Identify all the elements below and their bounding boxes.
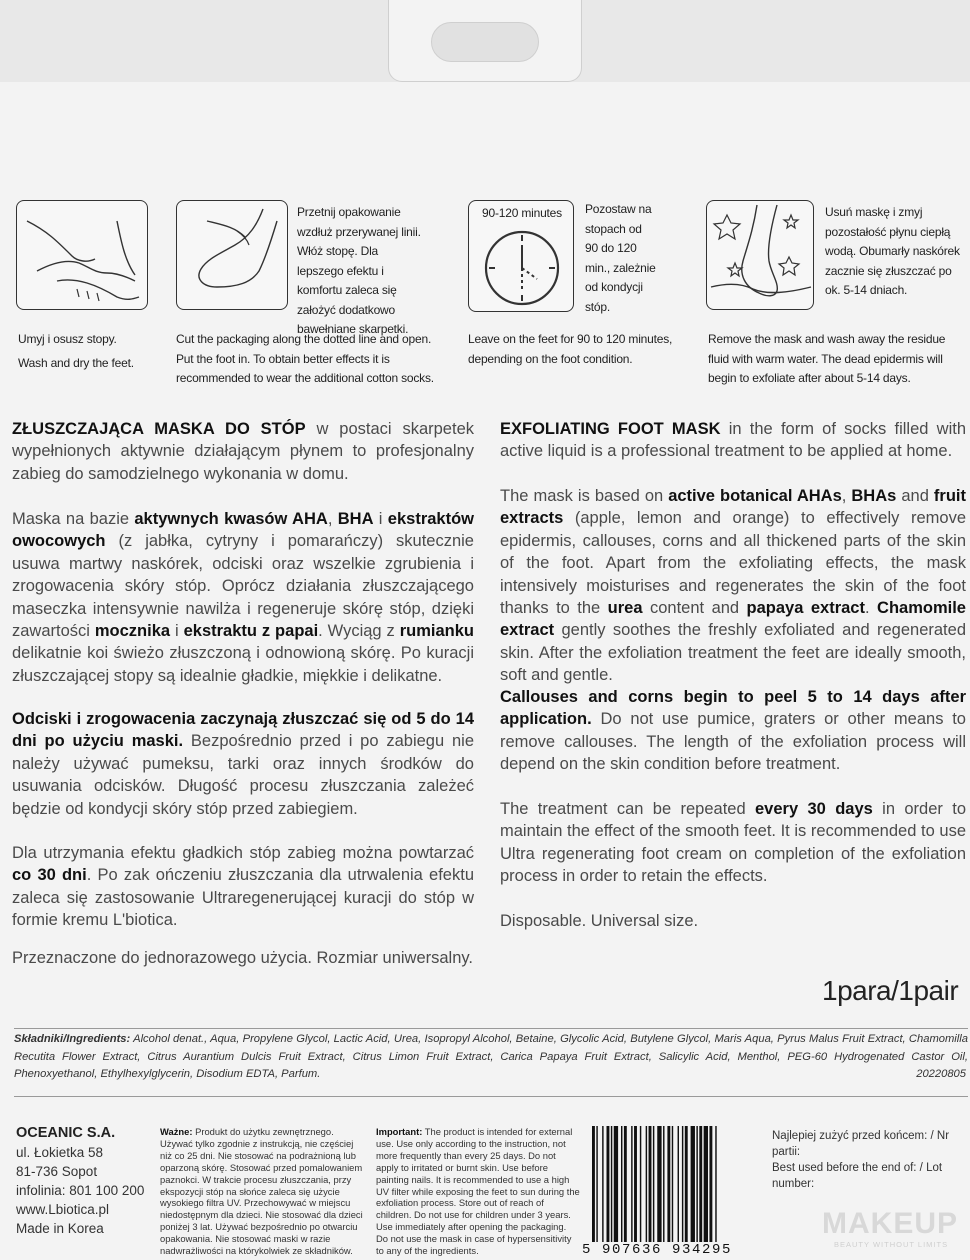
company-info: [16, 1124, 144, 1238]
pl-paragraph-ingredients: [12, 508, 474, 687]
en-bold: BHAs: [851, 487, 897, 505]
best-before-block: [772, 1128, 970, 1192]
step4-text-en: Remove the mask and wash away the residue fluid with warm water. The dead epidermis will begin to exfoliate after about 5-14 days.: [708, 332, 946, 385]
en-bold: papaya extract: [746, 599, 865, 618]
pl-text: Bezpośrednio przed i po zabiegu nie należy używać pumeksu, tarki oraz innych środków do usuwania odcisków. Długość procesu złuszczania zależeć będzie od kondycji skóry stóp przed zabiegiem.: [12, 732, 474, 818]
company-hotline: infolinia: 801 100 200: [16, 1183, 145, 1198]
warning-en-text: The product is intended for external use. Use only according to the instruction, not more frequently than every 25 days. Do not apply to irritated or burnt skin. Use before painting nails. It is recommended to use a high UV filter while exposing the feet to sun during the exfoliation process. Store out of reach of children. Do not use for children under 3 years. Use immediately after opening the packaging. Do not use the mask in case of hypersensitivity to any of the ingredients.: [376, 1126, 580, 1257]
en-text: (apple, lemon and orange) to effectively remove epidermis, callouses, corns and all thickened parts of the skin of the foot. Apart from the exfoliating effects, the mask intensively moisturises and regenerates the skin of the foot thanks to the: [500, 509, 966, 618]
pl-text: . Wyciąg z: [318, 622, 400, 641]
timer-label: 90-120 minutes: [482, 206, 562, 220]
pl-text: ,: [327, 510, 338, 528]
en-text: The treatment can be repeated: [500, 800, 755, 818]
en-paragraph-repeat: [500, 798, 966, 888]
pl-text: delikatnie koi świeżo złuszczoną i odnowioną skórę. Po kuracji złuszczającej stopy są idealnie gładkie, miękkie i delikatne.: [12, 644, 474, 685]
pl-bold: mocznika: [94, 622, 171, 641]
company-city: 81-736 Sopot: [16, 1164, 98, 1179]
pl-text: (z jabłka, cytryny i pomarańczy) skutecznie usuwa martwy naskórek, odciski oraz wszelkie zgrubienia i zrogowacenia skóry stóp. Oprócz działania złuszczającego maseczka intensywnie nawilża i regeneruje skórę stóp, dzięki zawartości: [12, 532, 474, 641]
pl-bold: ekstraktów owocowych: [12, 510, 475, 551]
en-text: .: [864, 599, 878, 618]
pl-bold: Odciski i zrogowacenia zaczynają złuszczać się od 5 do 14 dni po użyciu maski.: [12, 710, 474, 751]
pl-bold: co 30 dni: [12, 866, 87, 885]
hanger-hole: [431, 22, 539, 62]
en-text: The mask is based on: [500, 487, 669, 505]
pl-text: i: [373, 510, 388, 528]
pl-text: i: [170, 622, 184, 641]
hanger-tab: [388, 0, 582, 82]
en-bold: every 30 days: [755, 800, 873, 818]
warning-pl-label: Ważne:: [160, 1126, 193, 1137]
step1-text-pl: Umyj i osusz stopy.: [18, 332, 117, 346]
pair-count: 1para/1pair: [822, 975, 959, 1006]
en-bold: Chamomile extract: [500, 599, 966, 640]
en-text: in order to maintain the effect of the smooth feet. It is recommended to use Ultra regenerating foot cream on completion of the exfoliation process in order to retain the effects.: [500, 800, 966, 886]
warning-en: [376, 1126, 580, 1257]
en-intro-text: in the form of socks filled with active liquid is a professional treatment to be applied at home.: [500, 420, 966, 461]
en-text: ,: [841, 487, 852, 505]
en-text: and: [896, 487, 934, 505]
en-paragraph-disposable: [500, 910, 966, 932]
barcode-digits: 5 907636 934295: [582, 1242, 733, 1258]
en-text: Disposable. Universal size.: [500, 912, 699, 930]
pl-paragraph-intro: [12, 418, 474, 485]
en-paragraph-ingredients: [500, 485, 966, 687]
warning-pl-text: Produkt do użytku zewnętrznego. Używać tylko zgodnie z instrukcją, nie częściej niż co 25 dni. Nie stosować na podrażnioną lub oparzoną skórę. Stosować przed pomalowaniem paznokci. W trakcie procesu złuszczania, przy ekspozycji stóp na słońce zaleca się użycie wysokiego filtra UV. Przechowywać w miejscu niedostępnym dla dzieci. Nie stosować dla dzieci poniżej 3 lat. Używać bezpośrednio po otwarciu opakowania. Nie stosować maski w razie nadwrażliwości na którykolwiek ze składników.: [160, 1126, 363, 1257]
company-street: ul. Łokietka 58: [16, 1145, 104, 1160]
step2-text-pl: Przetnij opakowanie wzdłuż przerywanej linii. Włóż stopę. Dla lepszego efektu i komfortu zaleca się założyć dodatkowo bawełniane skarpetki.: [297, 205, 421, 336]
pl-paragraph-disposable: [12, 947, 474, 969]
pl-bold: rumianku: [399, 622, 474, 641]
company-name: OCEANIC S.A.: [16, 1125, 116, 1141]
step2-illustration: [176, 200, 288, 310]
pl-bold: aktywnych kwasów AHA: [134, 510, 328, 528]
step4-illustration: [706, 200, 814, 310]
pl-paragraph-repeat: [12, 842, 474, 932]
pl-paragraph-peeling: [12, 708, 474, 820]
en-text: Do not use pumice, graters or other means to remove callouses. The length of the exfoliation process will depend on the skin condition before treatment.: [500, 710, 966, 774]
pl-title: ZŁUSZCZAJĄCA MASKA DO STÓP: [12, 420, 306, 438]
batch-code: 20220805: [916, 1068, 966, 1080]
pl-bold: ekstraktu z papai: [183, 622, 319, 641]
pl-text: Dla utrzymania efektu gładkich stóp zabieg można powtarzać: [12, 844, 474, 862]
best-before-pl: Najlepiej zużyć przed końcem: / Nr partii:: [772, 1130, 950, 1158]
en-text: content and: [642, 599, 747, 618]
best-before-en: Best used before the end of: / Lot number:: [772, 1162, 943, 1190]
en-bold: fruit extracts: [500, 487, 966, 528]
pl-bold: BHA: [337, 510, 374, 528]
step2-text-en: Cut the packaging along the dotted line and open. Put the foot in. To obtain better effects it is recommended to wear the additional cotton socks.: [176, 332, 434, 385]
step3-illustration: [468, 200, 574, 312]
company-website: www.Lbiotica.pl: [16, 1202, 110, 1217]
en-paragraph-intro: [500, 418, 966, 463]
pl-text: . Po zak ończeniu złuszczania dla utrwalenia efektu zaleca się zastosowanie Ultraregenerującej kuracji do stóp w formie kremu L'biotica.: [12, 866, 474, 930]
watermark-logo: MAKEUP: [822, 1207, 959, 1240]
step4-text-pl: Usuń maskę i zmyj pozostałość płynu ciepłą wodą. Obumarły naskórek zacznie się złuszczać po ok. 5-14 dniach.: [825, 205, 960, 297]
barcode: [590, 1126, 764, 1242]
ingredients-label: Składniki/Ingredients:: [14, 1033, 131, 1045]
en-paragraph-peeling: [500, 686, 966, 776]
step1-illustration: [16, 200, 148, 310]
step1-text-en: Wash and dry the feet.: [18, 356, 134, 370]
step3-text-en: Leave on the feet for 90 to 120 minutes, depending on the foot condition.: [468, 332, 673, 366]
watermark-tagline: BEAUTY WITHOUT LIMITS: [834, 1240, 949, 1249]
warning-en-label: Important:: [376, 1126, 423, 1137]
divider: [14, 1096, 968, 1097]
pl-text: Przeznaczone do jednorazowego użycia. Rozmiar uniwersalny.: [12, 949, 474, 967]
en-bold: urea: [607, 599, 643, 618]
company-origin: Made in Korea: [16, 1221, 104, 1236]
en-text: gently soothes the freshly exfoliated and regenerated skin. After the exfoliation treatment the feet are ideally smooth, soft and gentle.: [500, 621, 966, 685]
warning-pl: [160, 1126, 366, 1257]
pl-intro-text: w postaci skarpetek wypełnionych aktywnie działającym płynem to profesjonalny zabieg do samodzielnego wykonania w domu.: [12, 420, 474, 483]
pl-text: Maska na bazie: [12, 510, 135, 528]
en-title: EXFOLIATING FOOT MASK: [500, 420, 721, 438]
en-bold: Callouses and corns begin to peel 5 to 14 days after application.: [500, 688, 966, 729]
ingredients-text: Alcohol denat., Aqua, Propylene Glycol, Lactic Acid, Urea, Isopropyl Alcohol, Betaine, Glycolic Acid, Butylene Glycol, Maris Aqua, Pyrus Malus Fruit Extract, Chamomilla Recutita Flower Extract, Citrus Aurantium Dulcis Fruit Extract, Citrus Limon Fruit Extract, Carica Papaya Fruit Extract, Salicylic Acid, Menthol, PEG-60 Hydrogenated Castor Oil, Phenoxyethanol, Ethylhexylglycerin, Disodium EDTA, Parfum.: [14, 1033, 968, 1080]
ingredients-block: [14, 1028, 968, 1084]
step3-text-pl: Pozostaw na stopach od 90 do 120 min., zależnie od kondycji stóp.: [585, 202, 656, 314]
en-bold: active botanical AHAs: [668, 487, 842, 505]
